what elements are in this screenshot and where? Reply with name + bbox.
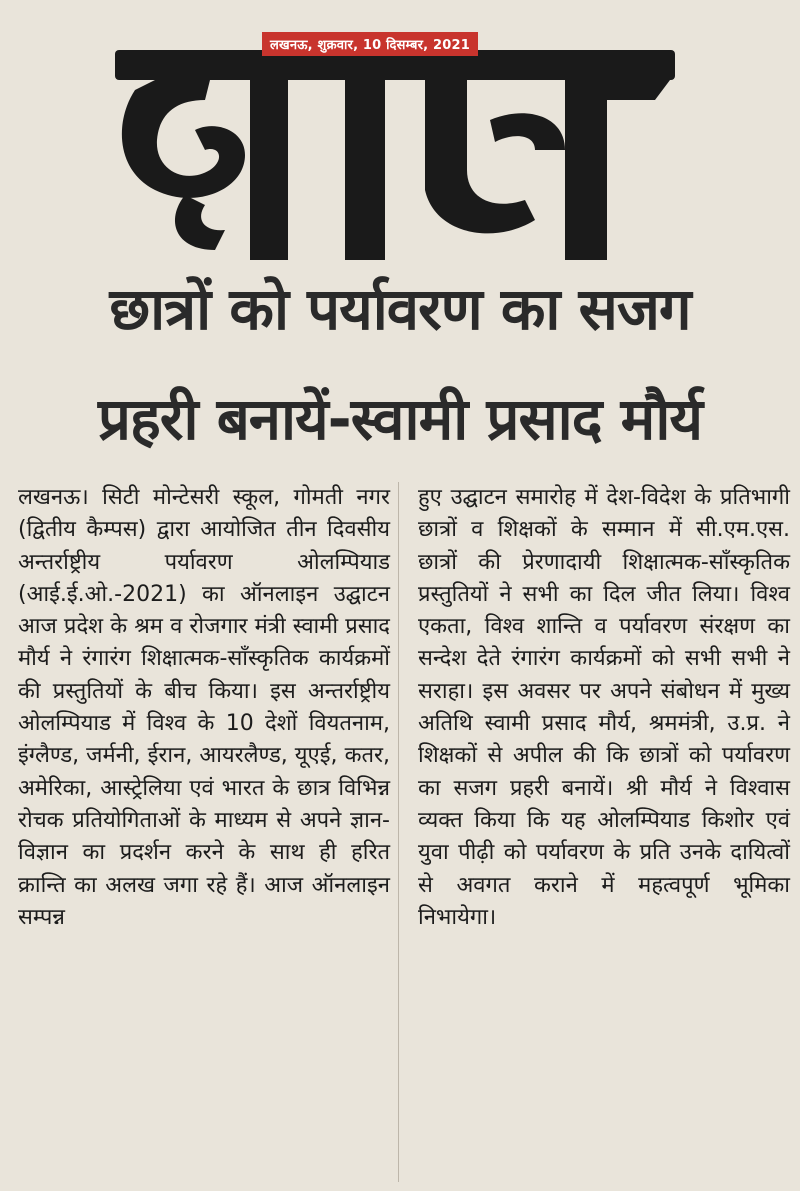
- headline-line-2: प्रहरी बनायें-स्वामी प्रसाद मौर्य: [97, 385, 703, 453]
- dateline: लखनऊ, शुक्रवार, 10 दिसम्बर, 2021: [262, 32, 478, 56]
- masthead-logo-text: आज: [95, 5, 124, 24]
- headline-line-1: छात्रों को पर्यावरण का सजग: [109, 275, 691, 343]
- article-column-left: लखनऊ। सिटी मोन्टेसरी स्कूल, गोमती नगर (द्वितीय कैम्पस) द्वारा आयोजित तीन दिवसीय अन्तर्राष्ट्रीय पर्यावरण ओलम्पियाड (आई.ई.ओ.-2021) का ऑनलाइन उद्घाटन आज प्रदेश के श्रम व रोजगार मंत्री स्वामी प्रसाद मौर्य ने रंगारंग शिक्षात्मक-साँस्कृतिक कार्यक्रमों की प्रस्तुतियों के बीच किया। इस अन्तर्राष्ट्रीय ओलम्पियाड में विश्व के 10 देशों वियतनाम, इंग्लैण्ड, जर्मनी, ईरान, आयरलैण्ड, यूएई, कतर, अमेरिका, आस्ट्रेलिया एवं भारत के छात्र विभिन्न रोचक प्रतियोगिताओं के माध्यम से अपने ज्ञान-विज्ञान का प्रदर्शन करने के साथ ही हरित क्रान्ति का अलख जगा रहे हैं। आज ऑनलाइन सम्पन्न: [18, 485, 390, 930]
- masthead-logo: [95, 5, 695, 270]
- article-column-right: हुए उद्घाटन समारोह में देश-विदेश के प्रतिभागी छात्रों व शिक्षकों के सम्मान में सी.एम.एस. छात्रों की प्रेरणादायी शिक्षात्मक-साँस्कृतिक प्रस्तुतियों ने सभी का दिल जीत लिया। विश्व एकता, विश्व शान्ति व पर्यावरण संरक्षण का सन्देश देते रंगारंग कार्यक्रमों को सभी सभी ने सराहा। इस अवसर पर अपने संबोधन में मुख्य अतिथि स्वामी प्रसाद मौर्य, श्रममंत्री, उ.प्र. ने शिक्षकों से अपील की कि छात्रों को पर्यावरण का सजग प्रहरी बनायें। श्री मौर्य ने विश्वास व्यक्त किया कि यह ओलम्पियाड किशोर एवं युवा पीढ़ी को पर्यावरण के प्रति उनके दायित्वों से अवगत कराने में महत्वपूर्ण भूमिका निभायेगा।: [418, 485, 790, 930]
- column-divider: [398, 482, 399, 1182]
